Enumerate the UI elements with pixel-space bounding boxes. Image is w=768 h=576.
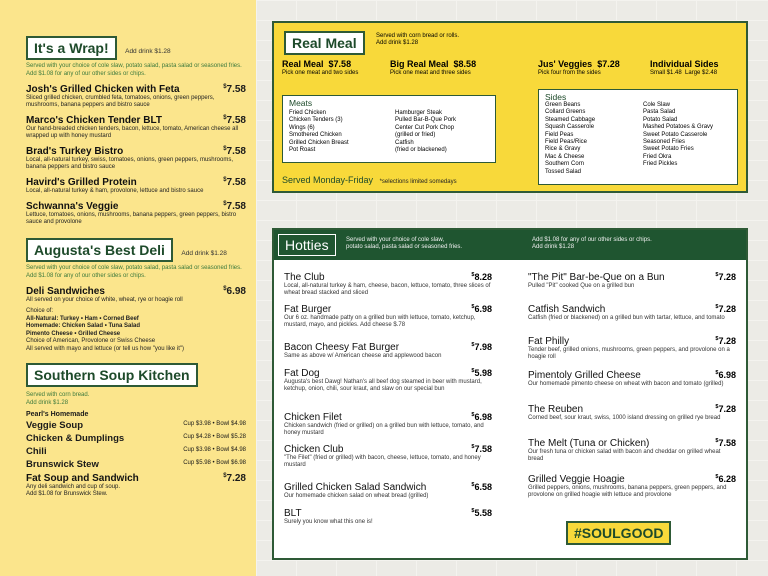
meats-panel	[282, 95, 496, 163]
side-item: Collard Greens	[545, 109, 586, 116]
wrap-item	[26, 201, 246, 226]
hotties-item	[528, 438, 736, 463]
hotties-item	[284, 482, 492, 500]
currency: $	[223, 201, 227, 207]
hotties-item-desc: Chicken sandwich (fried or grilled) on a grilled bun with lettuce, tomato, and honey mustard	[284, 423, 484, 436]
wrap-item	[26, 177, 246, 195]
meats-title: Meats	[289, 98, 313, 108]
side-item: Mashed Potatoes & Gravy	[643, 124, 714, 131]
wrap-item-desc: Lettuce, tomatoes, onions, mushrooms, banana peppers, green peppers, bistro sauce and provolone	[26, 212, 237, 225]
hotties-item	[284, 412, 492, 437]
soup-title: Southern Soup Kitchen	[26, 363, 198, 387]
hotties-item-price	[715, 336, 736, 346]
price-value: 6.98	[718, 370, 736, 380]
price-value: 7.58	[226, 201, 246, 212]
side-item: Sweet Potato Fries	[643, 146, 694, 153]
deli-line-5: All served with mayo and lettuce (or tell us how "you like it")	[26, 345, 184, 352]
meat-item: Catfish	[395, 139, 414, 146]
currency: $	[715, 474, 719, 480]
price-value: 7.28	[718, 272, 736, 282]
soup-prices: Cup $5.98 • Bowl $6.98	[183, 460, 246, 466]
price-value: 7.58	[226, 177, 246, 188]
price-value: 7.98	[474, 342, 492, 352]
meat-item: Chicken Tenders (3)	[289, 117, 343, 124]
price-value: 5.58	[474, 508, 492, 518]
deli-section	[26, 238, 246, 353]
hotties-item	[284, 508, 492, 526]
soup-row	[26, 459, 246, 470]
currency: $	[471, 272, 475, 278]
hotties-item	[284, 368, 492, 393]
hotties-item-price	[715, 304, 736, 314]
hotties-item-name: Grilled Chicken Salad Sandwich	[284, 482, 427, 493]
soup-combo-name: Fat Soup and Sandwich	[26, 473, 139, 484]
soup-combo-desc-2: Add $1.08 for Brunswick Stew.	[26, 491, 108, 497]
rm-individual-sides-prices: Small $1.48 Large $2.48	[650, 70, 718, 76]
price-value: 8.28	[474, 272, 492, 282]
realmeal-note-1: Served with corn bread or rolls.	[376, 33, 460, 39]
wrap-section	[26, 36, 246, 226]
hotties-item	[528, 370, 736, 388]
deli-line-1: All-Natural: Turkey • Ham • Corned Beef	[26, 315, 139, 322]
hotties-item-name: The Reuben	[528, 404, 584, 415]
side-item: Field Peas/Rice	[545, 139, 588, 146]
currency: $	[715, 272, 719, 278]
soup-intro-2: Add drink $1.28	[26, 399, 69, 406]
side-item: Sweet Potato Casserole	[643, 131, 708, 138]
hotties-item-name: "The Pit" Bar-be-Que on a Bun	[528, 272, 665, 283]
meat-item: Hamburger Steak	[395, 110, 443, 116]
rm-big-real-meal-sub: Pick one meat and three sides	[390, 70, 471, 76]
realmeal-served: Served Monday-Friday *selections limited somedays	[282, 175, 457, 185]
hotties-item-name: Chicken Club	[284, 444, 344, 455]
hotties-item-desc: Surely you know what this one is!	[284, 519, 373, 525]
price-value: 7.28	[718, 304, 736, 314]
soup-row	[26, 433, 246, 444]
soup-intro-1: Served with corn bread.	[26, 392, 90, 398]
currency: $	[471, 508, 475, 514]
currency: $	[223, 115, 227, 121]
deli-line-2: Homemade: Chicken Salad • Tuna Salad	[26, 323, 141, 329]
hotties-item-name: Fat Burger	[284, 304, 332, 315]
soup-row	[26, 420, 246, 431]
currency: $	[715, 438, 719, 444]
price-value: 7.58	[226, 146, 246, 157]
hotties-item-price	[471, 508, 492, 518]
hotties-item	[284, 342, 492, 360]
wrap-item-price	[223, 146, 246, 157]
hotties-item-name: Catfish Sandwich	[528, 304, 606, 315]
hotties-item	[528, 272, 736, 290]
side-item: Field Peas	[545, 131, 574, 138]
realmeal-note-2: Add drink $1.28	[376, 40, 419, 46]
hotties-item-price	[471, 304, 492, 314]
hotties-item-desc: Our 6 oz. handmade patty on a grilled bun with lettuce, tomato, ketchup, mustard, mayo, and pickles. Add cheese $.78	[284, 315, 476, 328]
hotties-item-price	[471, 412, 492, 422]
hotties-item-price	[471, 368, 492, 378]
wrap-item-desc: Our hand-breaded chicken tenders, bacon, lettuce, tomato, American cheese all wrapped up with honey mustard	[26, 126, 239, 139]
meat-item: Pulled Bar-B-Que Pork	[395, 117, 457, 124]
hotties-note-1: Served with your choice of cole slaw, potato salad, pasta salad or seasoned fries.	[346, 237, 463, 250]
realmeal-notes	[376, 33, 459, 47]
wrap-item-name: Brad's Turkey Bistro	[26, 146, 124, 157]
currency: $	[223, 84, 227, 90]
currency: $	[715, 336, 719, 342]
deli-line-3: Pimento Cheese • Grilled Cheese	[26, 330, 121, 337]
soup-prices: Cup $3.98 • Bowl $4.98	[183, 421, 246, 427]
hotties-item-price	[715, 370, 736, 380]
side-item: Cole Slaw	[643, 102, 671, 108]
deli-item	[26, 286, 246, 304]
hotties-item-desc: Local, all-natural turkey & ham, cheese, bacon, lettuce, tomato, three slices of wheat bread stacked and sliced	[284, 283, 491, 296]
hotties-item-desc: Our fresh tuna or chicken salad with bacon and cheddar on grilled wheat bread	[528, 449, 721, 462]
side-item: Southern Corn	[545, 161, 585, 168]
hotties-item-desc: Pulled "Pit" cooked Que on a grilled bun	[528, 283, 635, 289]
hotties-item-name: Pimentoly Grilled Cheese	[528, 370, 641, 381]
side-item: Mac & Cheese	[545, 153, 585, 160]
deli-title: Augusta's Best Deli	[26, 238, 173, 262]
currency: $	[471, 412, 475, 418]
wrap-item-desc: Local, all-natural turkey & ham, provolone, lettuce and bistro sauce	[26, 188, 204, 194]
hotties-item-price	[715, 438, 736, 448]
wrap-item	[26, 84, 246, 109]
wrap-item-price	[223, 177, 246, 188]
meat-item: (grilled or fried)	[395, 132, 436, 139]
price-value: 6.58	[474, 482, 492, 492]
meat-item: Fried Chicken	[289, 110, 327, 116]
soup-name: Veggie Soup	[26, 420, 84, 431]
side-item: Fried Pickles	[643, 161, 678, 168]
price-value: 6.98	[474, 412, 492, 422]
deli-intro: Served with your choice of cole slaw, potato salad, pasta salad or seasoned fries. Add $1.08 for any of our other sides or chips.	[26, 265, 242, 279]
hotties-item-name: Bacon Cheesy Fat Burger	[284, 342, 400, 353]
currency: $	[471, 444, 475, 450]
currency: $	[471, 482, 475, 488]
rm-jus-veggies: Jus' Veggies $7.28	[538, 59, 620, 69]
hotties-item-desc: Tender beef, grilled onions, mushrooms, green peppers, and provolone on a hoagie roll	[528, 347, 730, 360]
hotties-item-name: The Melt (Tuna or Chicken)	[528, 438, 650, 449]
sides-title: Sides	[545, 92, 567, 102]
soup-combo	[26, 473, 246, 498]
soulgood-badge: #SOULGOOD	[566, 521, 671, 545]
soup-name: Brunswick Stew	[26, 459, 99, 470]
wrap-title: It's a Wrap!	[26, 36, 117, 60]
soup-prices: Cup $4.28 • Bowl $5.28	[183, 434, 246, 440]
price-value: 6.28	[718, 474, 736, 484]
currency: $	[471, 368, 475, 374]
wrap-item	[26, 146, 246, 171]
hotties-item-desc: Same as above w/ American cheese and applewood bacon	[284, 353, 442, 359]
left-menu-column	[0, 0, 256, 576]
wrap-item-name: Schwanna's Veggie	[26, 201, 119, 212]
deli-item-desc: All served on your choice of white, wheat, rye or hoagie roll	[26, 297, 183, 303]
hotties-item-desc: Catfish (fried or blackened) on a grilled bun with tartar, lettuce, and tomato	[528, 315, 725, 321]
wrap-item-desc: Sliced grilled chicken, crumbled feta, tomatoes, onions, green peppers, mushrooms, banana peppers and bistro sauce	[26, 95, 215, 108]
side-item: Tossed Salad	[545, 168, 582, 175]
price-value: 7.58	[226, 115, 246, 126]
soup-section	[26, 363, 246, 498]
hotties-item-name: Grilled Veggie Hoagie	[528, 474, 625, 485]
realmeal-title: Real Meal	[284, 31, 365, 55]
hotties-item-price	[471, 482, 492, 492]
sides-panel	[538, 89, 738, 185]
deli-item-price: $6.98	[223, 286, 246, 297]
soup-name: Chili	[26, 446, 47, 457]
hotties-item-desc: Our homemade pimento cheese on wheat with bacon and tomato (grilled)	[528, 381, 724, 387]
hotties-item-desc: Augusta's best Dawg! Nathan's all beef dog steamed in beer with mustard, ketchup, onion, chili, sour kraut, and slaw on our special bun	[284, 379, 482, 392]
hotties-item-name: Chicken Filet	[284, 412, 342, 423]
hotties-item-name: The Club	[284, 272, 325, 283]
side-item: Steamed Cabbage	[545, 116, 596, 123]
wrap-intro: Served with your choice of cole slaw, potato salad, pasta salad or seasoned fries. Add $1.08 for any of our other sides or chips.	[26, 63, 242, 77]
deli-item-name: Deli Sandwiches	[26, 286, 105, 297]
side-item: Fried Okra	[643, 153, 672, 160]
currency: $	[471, 304, 475, 310]
hotties-item-desc: Our homemade chicken salad on wheat bread (grilled)	[284, 493, 429, 499]
hotties-item-desc: Corned beef, sour kraut, swiss, 1000 island dressing on grilled rye bread	[528, 415, 721, 421]
rm-real-meal-sub: Pick one meat and two sides	[282, 70, 359, 76]
wrap-item-name: Havird's Grilled Protein	[26, 177, 137, 188]
price-value: 7.58	[474, 444, 492, 454]
price-value: 5.98	[474, 368, 492, 378]
soup-combo-price: $7.28	[223, 473, 246, 484]
hotties-item-price	[715, 474, 736, 484]
currency: $	[223, 177, 227, 183]
hotties-note-2: Add $1.08 for any of our other sides or chips. Add drink $1.28	[532, 237, 652, 250]
meat-item: (fried or blackened)	[395, 147, 447, 154]
wrap-item-name: Marco's Chicken Tender BLT	[26, 115, 162, 126]
price-value: 7.58	[226, 84, 246, 95]
side-item: Potato Salad	[643, 116, 678, 123]
currency: $	[223, 146, 227, 152]
soup-combo-desc-1: Any deli sandwich and cup of soup.	[26, 484, 121, 490]
wrap-item-desc: Local, all-natural turkey, swiss, tomatoes, onions, green peppers, mushrooms, banana peppers and bistro sauce	[26, 157, 233, 170]
meat-item: Center Cut Pork Chop	[395, 124, 455, 131]
side-item: Pasta Salad	[643, 109, 676, 116]
wrap-addon: Add drink $1.28	[125, 48, 171, 55]
price-value: 7.28	[718, 336, 736, 346]
wrap-item-price	[223, 84, 246, 95]
hotties-item	[528, 404, 736, 422]
price-value: 7.58	[718, 438, 736, 448]
soup-name: Chicken & Dumplings	[26, 433, 125, 444]
hotties-item	[528, 304, 736, 322]
rm-real-meal: Real Meal $7.58	[282, 59, 352, 69]
deli-line-4: Choice of American, Provolone or Swiss Cheese	[26, 338, 156, 344]
hotties-item-name: Fat Dog	[284, 368, 320, 379]
hotties-item-price	[471, 272, 492, 282]
side-item: Rice & Gravy	[545, 146, 581, 153]
rm-big-real-meal: Big Real Meal $8.58	[390, 59, 477, 69]
meat-item: Pot Roast	[289, 147, 316, 154]
hotties-item-desc: "The Filet" (fried or grilled) with bacon, cheese, lettuce, tomato, and honey mustard	[284, 455, 481, 468]
currency: $	[715, 370, 719, 376]
hotties-item-price	[715, 404, 736, 414]
side-item: Seasoned Fries	[643, 139, 686, 146]
wrap-item-price	[223, 201, 246, 212]
currency: $	[715, 304, 719, 310]
currency: $	[471, 342, 475, 348]
price-value: 6.98	[474, 304, 492, 314]
rm-jus-veggies-sub: Pick four from the sides	[538, 70, 601, 76]
deli-choice: Choice of:	[26, 308, 54, 314]
side-item: Squash Casserole	[545, 124, 595, 131]
meat-item: Wings (6)	[289, 124, 315, 131]
hotties-item	[284, 272, 492, 297]
currency: $	[715, 404, 719, 410]
hotties-item	[284, 444, 492, 469]
hotties-item-name: Fat Philly	[528, 336, 570, 347]
soup-prices: Cup $3.98 • Bowl $4.98	[183, 447, 246, 453]
wrap-item-price	[223, 115, 246, 126]
meat-item: Smothered Chicken	[289, 132, 342, 139]
meat-item: Grilled Chicken Breast	[289, 139, 349, 146]
hotties-panel	[272, 228, 748, 560]
deli-addon: Add drink $1.28	[181, 250, 227, 257]
hotties-item-price	[471, 342, 492, 352]
wrap-item	[26, 115, 246, 140]
soup-pearl: Pearl's Homemade	[26, 411, 89, 418]
hotties-item-desc: Grilled peppers, onions, mushrooms, banana peppers, green peppers, and provolone on grilled hoagie with lettuce and provolone	[528, 485, 727, 498]
hotties-header	[274, 230, 746, 260]
hotties-item-name: BLT	[284, 508, 302, 519]
hotties-item-price	[471, 444, 492, 454]
realmeal-panel	[272, 21, 748, 193]
wrap-item-name: Josh's Grilled Chicken with Feta	[26, 84, 180, 95]
hotties-item	[528, 336, 736, 361]
hotties-item	[284, 304, 492, 329]
soup-row	[26, 446, 246, 457]
hotties-item-price	[715, 272, 736, 282]
hotties-title: Hotties	[278, 234, 336, 256]
side-item: Green Beans	[545, 102, 581, 108]
price-value: 7.28	[718, 404, 736, 414]
hotties-item	[528, 474, 736, 499]
rm-individual-sides: Individual Sides	[650, 59, 719, 69]
